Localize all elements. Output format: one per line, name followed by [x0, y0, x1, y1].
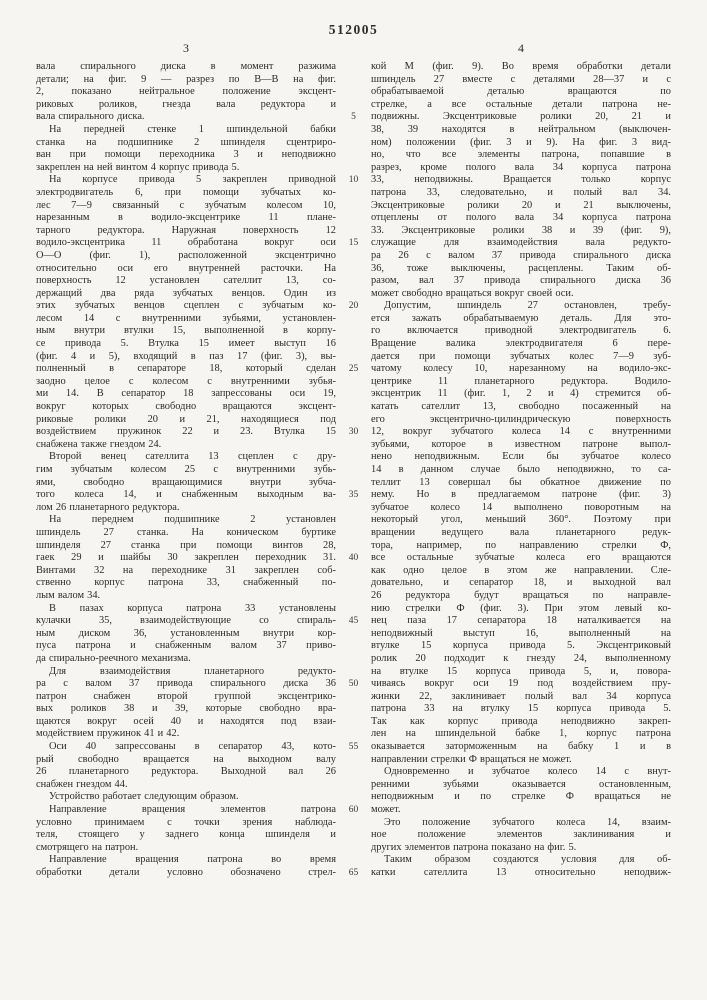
text-line: чатому колесу 10, нарезанному на водило-экс-	[371, 363, 671, 375]
text-line: Направление вращения патрона во время	[49, 854, 336, 866]
text-line: (фиг. 4 и 5), входящий в паз 17 (фиг. 3), вы-	[36, 350, 336, 362]
text-line: лес 7—9 связанный с зубчатым колесом 10,	[36, 199, 336, 211]
line-number-spacer	[336, 74, 371, 87]
text-line: дается при помощи зубчатых колес 7—9 зуб-	[371, 350, 671, 362]
line-number: 50	[348, 679, 359, 690]
text-line: Эксцентриковые ролики 20 и 21 выключены,	[371, 199, 671, 211]
text-line: гим зубчатым колесом 25 с внутренними зубь-	[36, 464, 336, 475]
text-line: держащий два ряда зубчатых венцов. Один из	[36, 287, 336, 299]
text-line: вала спирального диска.	[36, 111, 145, 123]
text-line: довательно, и сепаратор 18, и выходной вал	[371, 577, 671, 589]
text-line: 26 планетарного редуктора. Выходной вал 26	[36, 766, 336, 778]
text-line: детали; на фиг. 9 — разрез по В—В на фиг.	[36, 73, 336, 85]
text-line: Одновременно и зубчатое колесо 14 с внут-	[384, 766, 671, 778]
text-line: может свободно вращаться вокруг своей оси.	[371, 287, 574, 299]
text-line: Оси 40 запрессованы в сепаратор 43, кото-	[49, 741, 336, 753]
text-line: лом 26 планетарного редуктора.	[36, 501, 180, 513]
text-line: нию стрелки Ф (фиг. 3). При этом левый ко-	[371, 602, 671, 614]
text-line: 38, 39 находятся в нейтральном (выключен-	[371, 123, 671, 135]
text-line: зубьями, которое в известном патроне выпол-	[371, 438, 671, 450]
text-line: В пазах корпуса патрона 33 установлены	[49, 602, 336, 614]
text-line: Допустим, шпиндель 27 остановлен, требу-	[384, 300, 671, 312]
text-line: Устройство работает следующим образом.	[49, 791, 239, 803]
text-columns	[0, 61, 707, 880]
text-line: На переднем подшипнике 2 установлен	[49, 514, 336, 526]
line-number-spacer	[336, 716, 371, 729]
line-number: 35	[348, 490, 359, 501]
line-number: 25	[348, 364, 359, 375]
page-numbers-row	[0, 41, 707, 56]
text-line: пуса патрона и снабженным валом 37 приво-	[36, 640, 336, 652]
text-line: шпинделя 27 станка при помощи винтов 28,	[36, 539, 336, 551]
text-line: неподвижным и по стрелке Ф вращаться не	[371, 791, 671, 803]
text-line: О—О (фиг. 1), расположенной эксцентрично	[36, 249, 336, 261]
text-line: некоторый угол, меньший 360°. Поэтому при	[371, 514, 671, 526]
line-number-spacer	[336, 61, 371, 74]
text-line: тарного редуктора. Наружная поверхность 12	[36, 224, 336, 236]
text-line: обработки детали условно обозначено стрел-	[36, 867, 336, 878]
text-line: Это положение зубчатого колеса 14, взаим-	[384, 816, 671, 828]
line-number: 65	[348, 868, 359, 878]
right-text-column	[371, 61, 671, 880]
line-number-spacer	[336, 439, 371, 452]
line-number-spacer	[336, 212, 371, 225]
text-line: этих зубчатых венцов сцеплен с зубчатым ко-	[36, 300, 336, 312]
text-line: может.	[371, 804, 401, 816]
text-line: Винтами 32 на переходнике 31 закреплен соб-	[36, 564, 336, 576]
text-line: закреплен на ней винтом 4 корпус привода 5.	[36, 161, 240, 173]
text-line: ным диском 36, установленным внутри кор-	[36, 627, 336, 639]
text-line: станка на подшипнике 2 шпинделя сцентриро-	[36, 136, 336, 148]
text-line: как одно целое в этом же направлении. Сле-	[371, 564, 671, 576]
line-number-spacer	[336, 325, 371, 338]
text-line: чиваясь вокруг оси 19 под воздействием пру-	[371, 678, 671, 690]
text-line: оказывается заторможенным на бабку 1 и в	[371, 741, 671, 753]
text-line: лен на шпиндельной бабке 1, корпус патрона	[371, 728, 671, 740]
text-line: Так как корпус привода неподвижно закреп-	[371, 715, 671, 727]
line-number-spacer	[336, 540, 371, 553]
left-text-column	[36, 61, 336, 880]
line-number-spacer	[336, 263, 371, 276]
text-line: его эксцентрично-цилиндрическую поверхность	[371, 413, 671, 425]
line-number-spacer	[336, 124, 371, 137]
text-line: 14 в данном случае было неподвижно, то са-	[371, 464, 671, 475]
line-number-spacer	[336, 653, 371, 666]
line-number-spacer	[336, 527, 371, 540]
line-number-spacer	[336, 200, 371, 213]
text-line: Для взаимодействия планетарного редукто-	[49, 665, 336, 677]
text-line: неподвижный выступ 16, выполненный на	[371, 627, 671, 639]
text-line: жинки 22, заклинивает полый вал 34 корпуса	[371, 690, 671, 702]
line-number: 45	[348, 616, 359, 627]
text-line: условно принимаем с точки зрения наблюда-	[36, 816, 336, 828]
text-line: 2, показано нейтральное положение эксцент-	[36, 86, 336, 98]
line-number-spacer	[336, 187, 371, 200]
text-line: водило-эксцентрика 11 обработана вокруг оси	[36, 237, 336, 249]
line-number-spacer	[336, 603, 371, 616]
line-number-spacer	[336, 288, 371, 301]
text-line: смотрящего на патрон.	[36, 841, 139, 853]
text-line: ном) положении (фиг. 3 и 9). На фиг. 3 вид-	[371, 136, 671, 148]
text-line: снабжена также гнездом 24.	[36, 438, 162, 450]
text-line: ра 26 с валом 37 привода спирального диска	[371, 249, 671, 261]
text-line: риковые ролики 20 и 21, находящиеся под	[36, 413, 336, 425]
line-number-spacer	[336, 817, 371, 830]
text-line: нено неподвижным. Если бы зубчатое колесо	[371, 451, 671, 463]
line-number: 10	[348, 175, 359, 186]
text-line: снабжен гнездом 44.	[36, 778, 128, 790]
text-line: нец паза 17 сепаратора 18 наталкивается на	[371, 615, 671, 627]
text-line: ется зажать обрабатываемую деталь. Для это-	[371, 312, 671, 324]
text-line: патрона 33 на втулку 15 корпуса привода 5.	[371, 703, 671, 715]
line-number: 40	[348, 553, 359, 564]
line-number-spacer	[336, 577, 371, 590]
line-number-spacer	[336, 628, 371, 641]
line-number: 60	[348, 805, 359, 816]
text-line: патрон снабжен второй группой эксцентрико-	[36, 690, 336, 702]
text-line: обрабатываемой деталью вращаются по	[371, 86, 671, 98]
line-number-spacer	[336, 99, 371, 112]
text-line: служащие для взаимодействия вала редукто-	[371, 237, 671, 249]
text-line: воздействием пружинок 22 и 23. Втулка 15	[36, 426, 336, 438]
text-line: шпиндель 27 вместе с деталями 28—37 и с	[371, 73, 671, 85]
line-number-spacer	[336, 275, 371, 288]
line-number-spacer	[336, 691, 371, 704]
text-line: го включается приводной электродвигатель 6.	[371, 325, 671, 337]
line-number-spacer	[336, 388, 371, 401]
line-number-spacer	[336, 791, 371, 804]
text-line: ра с валом 37 привода спирального диска 36	[36, 678, 336, 690]
patent-number: 512005	[328, 22, 379, 37]
line-number-spacer	[336, 464, 371, 477]
line-number: 20	[348, 301, 359, 312]
text-line: ми 14. В сепаратор 18 запрессованы оси 19,	[36, 388, 336, 400]
text-line: теля, стоящего у заднего конца шпинделя и	[36, 829, 336, 841]
text-line: вых роликов 38 и 39, которые свободно вра-	[36, 703, 336, 715]
text-line: заодно целое с колесом с внутренними зубья-	[36, 375, 336, 387]
text-line: разом, вал 37 привода спирального диска 36	[371, 275, 671, 287]
text-line: да спирально-реечного механизма.	[36, 652, 191, 664]
text-line: направлении стрелки Ф вращаться не может.	[371, 753, 572, 765]
text-line: ренними зубьями оказывается остановленным,	[371, 778, 671, 790]
text-line: Вращение валика электродвигателя 6 пере-	[371, 338, 671, 350]
text-line: других элементов патрона показано на фиг. 5.	[371, 841, 577, 853]
text-line: поверхность 12 установлен сателлит 13, со-	[36, 275, 336, 287]
text-line: 26 редуктора будут вращаться по направле-	[371, 589, 671, 601]
line-number-spacer	[336, 640, 371, 653]
line-number-spacer	[336, 451, 371, 464]
text-line: разрез, кроме полого вала 34 корпуса патрона	[371, 161, 671, 173]
line-number-spacer	[336, 666, 371, 679]
line-number-spacer	[336, 502, 371, 515]
text-line: се привода 5. Втулка 15 имеет выступ 16	[36, 338, 336, 350]
line-number-spacer	[336, 842, 371, 855]
text-line: катать сателлит 13, свободно посаженный на	[371, 401, 671, 413]
line-number-spacer	[336, 401, 371, 414]
text-line: патрона 33, следовательно, и полый вал 34.	[371, 186, 671, 198]
line-number-spacer	[336, 351, 371, 364]
text-line: Таким образом создаются условия для об-	[384, 854, 671, 866]
line-number-spacer	[336, 779, 371, 792]
text-line: кой М (фиг. 9). Во время обработки детали	[371, 61, 671, 72]
text-line: все остальные зубчатые колеса его вращаются	[371, 552, 671, 564]
line-number: 30	[348, 427, 359, 438]
text-line: ролик 20 подходит к гнезду 24, выполненному	[371, 652, 671, 664]
line-number-spacer	[336, 754, 371, 767]
text-line: шпиндель 27 станка. На коническом буртике	[36, 526, 336, 538]
text-line: полненный в сепараторе 18, который сделан	[36, 363, 336, 375]
line-number-spacer	[336, 149, 371, 162]
text-line: 33. Эксцентриковые ролики 38 и 39 (фиг. 9),	[371, 224, 671, 236]
line-number-spacer	[336, 250, 371, 263]
text-line: 36, тоже выключены, расцеплены. Таким об-	[371, 262, 671, 274]
text-line: эксцентрик 11 (фиг. 1, 2 и 4) стремится об-	[371, 388, 671, 400]
text-line: но, что все элементы патрона, попавшие в	[371, 149, 671, 161]
text-line: рый свободно вращается на выходном валу	[36, 753, 336, 765]
line-number-spacer	[336, 376, 371, 389]
text-line: лесом 14 с внутренними зубьями, установлен-	[36, 312, 336, 324]
line-number-spacer	[336, 414, 371, 427]
text-line: щаются вокруг осей 40 и находятся под взаи-	[36, 715, 336, 727]
line-number-spacer	[336, 829, 371, 842]
text-line: модействием пружинок 41 и 42.	[36, 728, 180, 740]
line-number-spacer	[336, 766, 371, 779]
text-line: ственно корпус патрона 33, снабженный по-	[36, 577, 336, 589]
text-line: тора, например, по направлению стрелки Ф,	[371, 539, 671, 551]
line-number-spacer	[336, 137, 371, 150]
line-numbers-gutter	[336, 61, 371, 880]
line-number-spacer	[336, 590, 371, 603]
text-line: риковых роликов, гнезда вала редуктора и	[36, 98, 336, 110]
text-line: электродвигатель 6, при помощи зубчатых ко-	[36, 186, 336, 198]
line-number-spacer	[336, 703, 371, 716]
text-line: лым валом 34.	[36, 589, 101, 601]
left-page-number: 3	[183, 41, 189, 55]
text-line: отцеплены от полого вала 34 корпуса патрона	[371, 212, 671, 224]
text-line: подвижны. Эксцентриковые ролики 20, 21 и	[371, 111, 671, 123]
text-line: 33, неподвижны. Вращается только корпус	[371, 174, 671, 186]
text-line: теллит 13 совершал бы обкатное движение по	[371, 476, 671, 488]
line-number-spacer	[336, 225, 371, 238]
text-line: стрелке, а все остальные детали патрона не-	[371, 98, 671, 110]
text-line: катки сателлита 13 относительно неподвиж-	[371, 867, 671, 878]
text-line: нарезанным в водило-эксцентрике 11 плане-	[36, 212, 336, 224]
text-line: того колеса 14, и снабженным выходным ва-	[36, 489, 336, 501]
line-number: 55	[348, 742, 359, 753]
right-page-number: 4	[518, 41, 524, 55]
text-line: вращении ведущего вала планетарного редук-	[371, 526, 671, 538]
line-number-spacer	[336, 86, 371, 99]
text-line: центрике 11 планетарного редуктора. Водило-	[371, 375, 671, 387]
text-line: вала спирального диска в момент разжима	[36, 61, 336, 72]
text-line: зубчатое колесо 14 выполнено поворотным на	[371, 501, 671, 513]
line-number: 5	[351, 112, 356, 123]
line-number-spacer	[336, 728, 371, 741]
line-number-spacer	[336, 477, 371, 490]
line-number-spacer	[336, 514, 371, 527]
text-line: втулке 15 корпуса привода 5. Эксцентриковый	[371, 640, 671, 652]
text-line: На передней стенке 1 шпиндельной бабки	[49, 123, 336, 135]
text-line: На корпусе привода 5 закреплен приводной	[49, 174, 336, 186]
line-number-spacer	[336, 854, 371, 867]
line-number-spacer	[336, 565, 371, 578]
text-line: ван при помощи переходника 3 и неподвижно	[36, 149, 336, 161]
text-line: Второй венец сателлита 13 сцеплен с дру-	[49, 451, 336, 463]
text-line: 12, вокруг зубчатого колеса 14 с внутренними	[371, 426, 671, 438]
line-number-spacer	[336, 313, 371, 326]
page-number-gutter-spacer	[336, 41, 371, 56]
text-line: ным внутри втулки 15, выполненной в корпу-	[36, 325, 336, 337]
text-line: гаек 29 и шайбы 30 закреплен переходник 31.	[36, 552, 336, 564]
text-line: ями, свободно вращающимися внутри зубча-	[36, 476, 336, 488]
line-number: 15	[348, 238, 359, 249]
text-line: нему. Но в предлагаемом патроне (фиг. 3)	[371, 489, 671, 501]
text-line: Направление вращения элементов патрона	[49, 804, 336, 816]
line-number-spacer	[336, 338, 371, 351]
text-line: на втулке 15 корпуса привода 5, и, повора-	[371, 665, 671, 677]
text-line: ное положение элементов заклинивания и	[371, 829, 671, 841]
line-number-spacer	[336, 162, 371, 175]
text-line: кулачки 35, взаимодействующие со спираль-	[36, 615, 336, 627]
text-line: вокруг которых свободно вращаются эксцент-	[36, 401, 336, 413]
text-line: относительно оси его внутренней расточки. На	[36, 262, 336, 274]
